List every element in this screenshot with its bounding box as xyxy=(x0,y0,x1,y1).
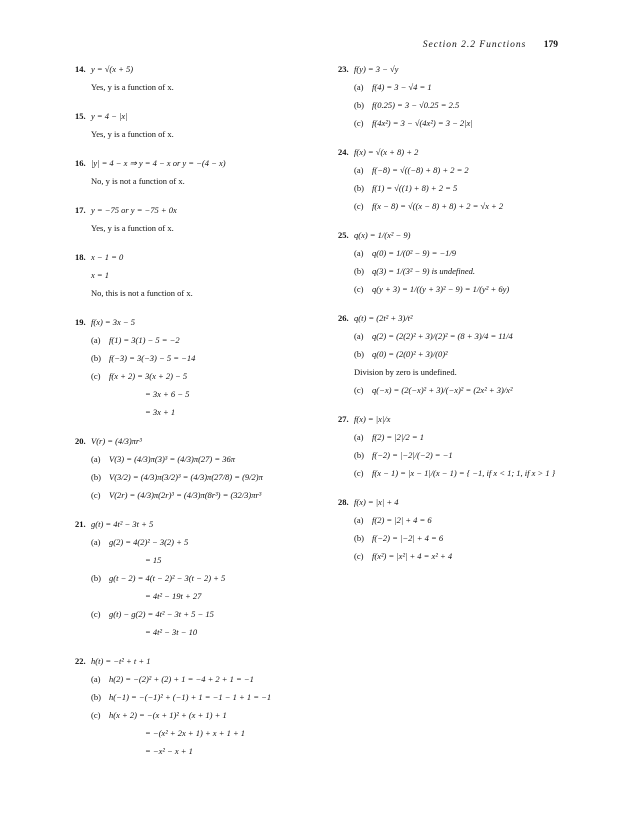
part-label: (c) xyxy=(91,370,101,381)
equation: f(x + 2) = 3(x + 2) − 5 xyxy=(109,370,188,381)
problem-number: 20. xyxy=(75,435,86,446)
problem-number: 15. xyxy=(75,110,86,121)
equation: f(x²) = |x²| + 4 = x² + 4 xyxy=(372,550,453,561)
sub-part xyxy=(75,450,330,468)
sub-part xyxy=(338,446,568,464)
equation: q(3) = 1/(3² − 9) is undefined. xyxy=(372,265,476,276)
problem-18 xyxy=(75,248,330,302)
sub-part xyxy=(75,349,330,367)
equation: x − 1 = 0 xyxy=(91,251,124,262)
equation: f(−2) = |−2|/(−2) = −1 xyxy=(372,449,453,460)
equation: = 4t² − 19t + 27 xyxy=(145,590,202,601)
continuation-step xyxy=(75,385,330,403)
sub-part xyxy=(338,114,568,132)
part-label: (a) xyxy=(354,81,364,92)
equation: q(y + 3) = 1/((y + 3)² − 9) = 1/(y² + 6y) xyxy=(372,283,510,294)
sub-part xyxy=(338,547,568,565)
part-label: (c) xyxy=(354,200,364,211)
equation: q(x) = 1/(x² − 9) xyxy=(354,229,411,240)
part-label: (b) xyxy=(91,352,101,363)
equation: h(x + 2) = −(x + 1)² + (x + 1) + 1 xyxy=(109,709,227,720)
problem-21 xyxy=(75,515,330,641)
problem-number: 23. xyxy=(338,63,349,74)
part-label: (b) xyxy=(91,572,101,583)
part-label: (b) xyxy=(354,182,364,193)
equation: V(3/2) = (4/3)π(3/2)³ = (4/3)π(27/8) = (9/2)π xyxy=(109,471,263,482)
right-column xyxy=(338,60,568,576)
equation: q(0) = 1/(0² − 9) = −1/9 xyxy=(372,247,457,258)
problem-25 xyxy=(338,226,568,298)
equation: q(−x) = (2(−x)² + 3)/(−x)² = (2x² + 3)/x² xyxy=(372,384,513,395)
equation: q(0) = (2(0)² + 3)/(0)² xyxy=(372,348,448,359)
equation: = 3x + 1 xyxy=(145,406,176,417)
problem-number: 27. xyxy=(338,413,349,424)
sub-part xyxy=(338,179,568,197)
part-label: (b) xyxy=(354,265,364,276)
problem-statement xyxy=(338,143,568,161)
problem-number: 14. xyxy=(75,63,86,74)
equation: f(y) = 3 − √y xyxy=(354,63,399,74)
equation: = −(x² + 2x + 1) + x + 1 + 1 xyxy=(145,727,246,738)
equation: f(−8) = √((−8) + 8) + 2 = 2 xyxy=(372,164,469,175)
problem-17 xyxy=(75,201,330,237)
part-label: (b) xyxy=(354,99,364,110)
sub-part xyxy=(75,486,330,504)
part-label: (c) xyxy=(91,709,101,720)
equation: g(2) = 4(2)² − 3(2) + 5 xyxy=(109,536,189,547)
part-label: (b) xyxy=(354,348,364,359)
problem-statement xyxy=(75,201,330,219)
problem-16 xyxy=(75,154,330,190)
sub-part xyxy=(338,244,568,262)
sub-part xyxy=(75,266,330,284)
equation: h(−1) = −(−1)² + (−1) + 1 = −1 − 1 + 1 = −1 xyxy=(109,691,272,702)
problem-statement xyxy=(338,60,568,78)
answer-note: Division by zero is undefined. xyxy=(354,366,457,377)
continuation-step xyxy=(75,724,330,742)
sub-part xyxy=(75,670,330,688)
equation: x = 1 xyxy=(91,269,110,280)
problem-number: 19. xyxy=(75,316,86,327)
equation: q(t) = (2t² + 3)/t² xyxy=(354,312,413,323)
continuation-step xyxy=(75,623,330,641)
equation: y = −75 or y = −75 + 0x xyxy=(91,204,177,215)
equation: V(3) = (4/3)π(3)³ = (4/3)π(27) = 36π xyxy=(109,453,236,464)
problem-statement xyxy=(75,248,330,266)
problem-27 xyxy=(338,410,568,482)
part-label: (a) xyxy=(354,514,364,525)
problem-19 xyxy=(75,313,330,421)
sub-part xyxy=(338,345,568,363)
equation: f(0.25) = 3 − √0.25 = 2.5 xyxy=(372,99,460,110)
problem-28 xyxy=(338,493,568,565)
problem-statement xyxy=(75,60,330,78)
sub-part xyxy=(338,161,568,179)
equation: f(2) = |2|/2 = 1 xyxy=(372,431,425,442)
sub-part xyxy=(338,529,568,547)
part-label: (a) xyxy=(354,247,364,258)
sub-part xyxy=(338,96,568,114)
equation: V(r) = (4/3)πr³ xyxy=(91,435,142,446)
part-label: (c) xyxy=(354,283,364,294)
sub-part xyxy=(338,327,568,345)
problem-number: 18. xyxy=(75,251,86,262)
problem-number: 25. xyxy=(338,229,349,240)
equation: y = √(x + 5) xyxy=(91,63,134,74)
equation: f(x − 8) = √((x − 8) + 8) + 2 = √x + 2 xyxy=(372,200,504,211)
part-label: (c) xyxy=(91,608,101,619)
part-label: (c) xyxy=(354,384,364,395)
continuation-step xyxy=(75,742,330,760)
equation: h(t) = −t² + t + 1 xyxy=(91,655,151,666)
problem-number: 17. xyxy=(75,204,86,215)
sub-part xyxy=(75,688,330,706)
sub-part xyxy=(338,197,568,215)
sub-part xyxy=(338,381,568,399)
problem-number: 26. xyxy=(338,312,349,323)
problem-number: 24. xyxy=(338,146,349,157)
part-label: (c) xyxy=(354,467,364,478)
continuation-step xyxy=(75,551,330,569)
problem-20 xyxy=(75,432,330,504)
problem-statement xyxy=(338,226,568,244)
problem-statement xyxy=(75,107,330,125)
equation: f(4) = 3 − √4 = 1 xyxy=(372,81,432,92)
sub-part xyxy=(338,428,568,446)
sub-part xyxy=(75,605,330,623)
part-label: (c) xyxy=(91,489,101,500)
equation: = 4t² − 3t − 10 xyxy=(145,626,198,637)
problem-statement xyxy=(338,410,568,428)
continuation-step xyxy=(75,587,330,605)
sub-part xyxy=(338,78,568,96)
problem-number: 22. xyxy=(75,655,86,666)
sub-part xyxy=(75,367,330,385)
equation: q(2) = (2(2)² + 3)/(2)² = (8 + 3)/4 = 11/4 xyxy=(372,330,513,341)
problem-statement xyxy=(75,313,330,331)
problem-number: 28. xyxy=(338,496,349,507)
part-label: (a) xyxy=(354,431,364,442)
part-label: (c) xyxy=(354,550,364,561)
page-number: 179 xyxy=(543,40,558,50)
answer-note: No, y is not a function of x. xyxy=(91,175,185,186)
problem-23 xyxy=(338,60,568,132)
equation: f(4x²) = 3 − √(4x²) = 3 − 2|x| xyxy=(372,117,473,128)
equation: f(x − 1) = |x − 1|/(x − 1) = { −1, if x < 1; 1, if x > 1 } xyxy=(372,467,556,478)
sub-part xyxy=(75,468,330,486)
part-label: (a) xyxy=(91,536,101,547)
part-label: (a) xyxy=(354,164,364,175)
problem-24 xyxy=(338,143,568,215)
equation: f(2) = |2| + 4 = 6 xyxy=(372,514,432,525)
section-title: Section 2.2 Functions xyxy=(422,40,527,50)
part-label: (a) xyxy=(354,330,364,341)
sub-part xyxy=(338,511,568,529)
equation: f(x) = |x|/x xyxy=(354,413,391,424)
problem-26 xyxy=(338,309,568,399)
equation: f(1) = √((1) + 8) + 2 = 5 xyxy=(372,182,458,193)
sub-part xyxy=(75,569,330,587)
problem-14 xyxy=(75,60,330,96)
sub-part xyxy=(338,262,568,280)
problem-statement xyxy=(338,493,568,511)
equation: f(x) = √(x + 8) + 2 xyxy=(354,146,419,157)
continuation-step xyxy=(75,403,330,421)
part-label: (b) xyxy=(354,532,364,543)
problem-15 xyxy=(75,107,330,143)
equation: f(1) = 3(1) − 5 = −2 xyxy=(109,334,180,345)
page-header xyxy=(423,40,558,50)
equation: |y| = 4 − x ⇒ y = 4 − x or y = −(4 − x) xyxy=(91,157,226,168)
part-label: (a) xyxy=(91,673,101,684)
problem-statement xyxy=(75,515,330,533)
equation: f(x) = |x| + 4 xyxy=(354,496,399,507)
sub-part xyxy=(338,464,568,482)
answer-note: No, this is not a function of x. xyxy=(91,287,193,298)
answer-note: Yes, y is a function of x. xyxy=(91,222,174,233)
part-label: (b) xyxy=(91,471,101,482)
part-label: (b) xyxy=(91,691,101,702)
answer-note: Yes, y is a function of x. xyxy=(91,128,174,139)
sub-part xyxy=(338,280,568,298)
problem-number: 21. xyxy=(75,518,86,529)
problem-number: 16. xyxy=(75,157,86,168)
part-label: (c) xyxy=(354,117,364,128)
equation: f(x) = 3x − 5 xyxy=(91,316,136,327)
part-label: (a) xyxy=(91,334,101,345)
equation: g(t − 2) = 4(t − 2)² − 3(t − 2) + 5 xyxy=(109,572,226,583)
equation: = 15 xyxy=(145,554,162,565)
sub-part xyxy=(75,533,330,551)
problem-statement xyxy=(75,432,330,450)
answer-note: Yes, y is a function of x. xyxy=(91,81,174,92)
equation: V(2r) = (4/3)π(2r)³ = (4/3)π(8r³) = (32/3)πr³ xyxy=(109,489,262,500)
sub-part xyxy=(75,331,330,349)
equation: y = 4 − |x| xyxy=(91,110,128,121)
equation: = −x² − x + 1 xyxy=(145,745,193,756)
sub-part xyxy=(75,706,330,724)
equation: g(t) − g(2) = 4t² − 3t + 5 − 15 xyxy=(109,608,214,619)
equation: f(−3) = 3(−3) − 5 = −14 xyxy=(109,352,196,363)
problem-statement xyxy=(75,154,330,172)
equation: f(−2) = |−2| + 4 = 6 xyxy=(372,532,444,543)
problem-22 xyxy=(75,652,330,760)
equation: = 3x + 6 − 5 xyxy=(145,388,190,399)
part-label: (b) xyxy=(354,449,364,460)
equation: h(2) = −(2)² + (2) + 1 = −4 + 2 + 1 = −1 xyxy=(109,673,254,684)
problem-statement xyxy=(338,309,568,327)
equation: g(t) = 4t² − 3t + 5 xyxy=(91,518,154,529)
left-column xyxy=(75,60,330,771)
part-label: (a) xyxy=(91,453,101,464)
problem-statement xyxy=(75,652,330,670)
